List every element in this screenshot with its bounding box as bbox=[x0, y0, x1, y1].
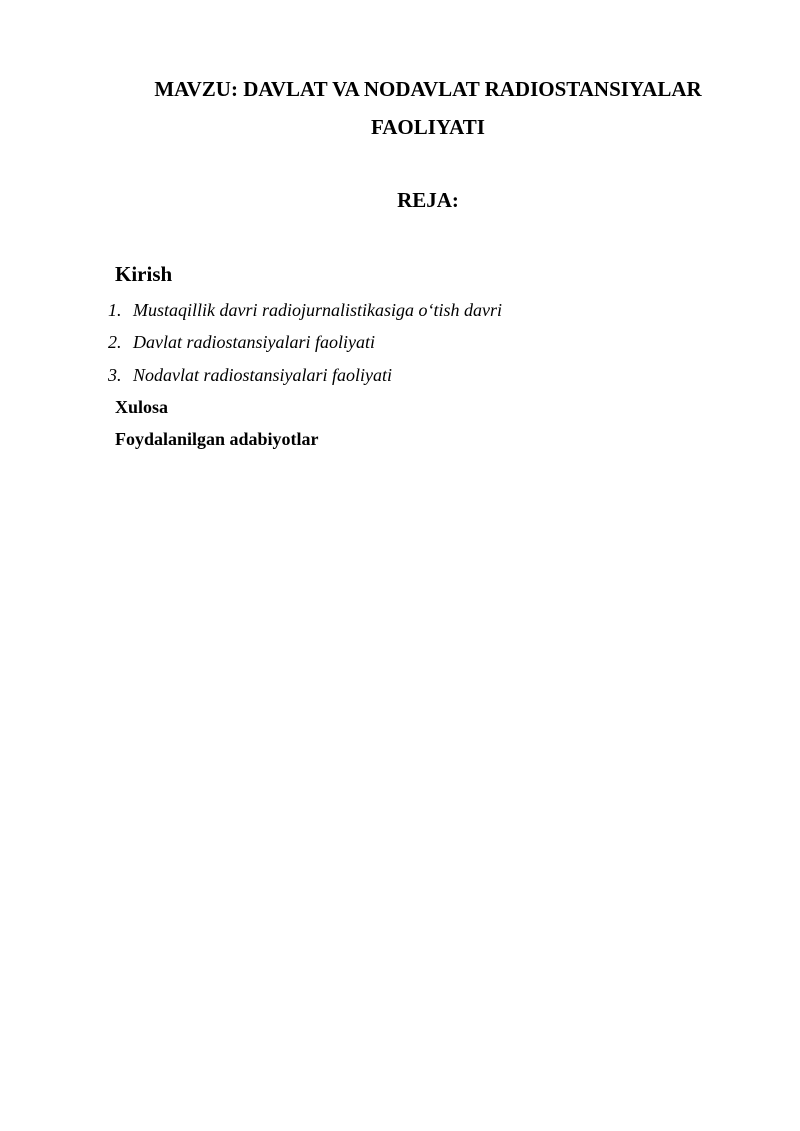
plan-item-2 bbox=[108, 331, 375, 353]
plan-item-number: 2. bbox=[108, 332, 122, 352]
document-title-line-2: FAOLIYATI bbox=[371, 115, 485, 139]
plan-item-text: Mustaqillik davri radiojurnalistikasiga o‘tish davri bbox=[133, 300, 502, 320]
plan-intro: Kirish bbox=[115, 262, 173, 286]
plan-heading: REJA: bbox=[397, 188, 459, 212]
plan-references: Foydalanilgan adabiyotlar bbox=[115, 429, 319, 449]
plan-item-text: Nodavlat radiostansiyalari faoliyati bbox=[133, 365, 393, 385]
plan-item-3 bbox=[108, 364, 392, 386]
plan-item-text: Davlat radiostansiyalari faoliyati bbox=[133, 332, 375, 352]
document-title-line-1: MAVZU: DAVLAT VA NODAVLAT RADIOSTANSIYALAR bbox=[154, 77, 702, 101]
plan-item-number: 3. bbox=[108, 365, 122, 385]
plan-item-number: 1. bbox=[108, 300, 122, 320]
plan-item-1 bbox=[108, 299, 502, 321]
plan-conclusion: Xulosa bbox=[115, 397, 169, 417]
